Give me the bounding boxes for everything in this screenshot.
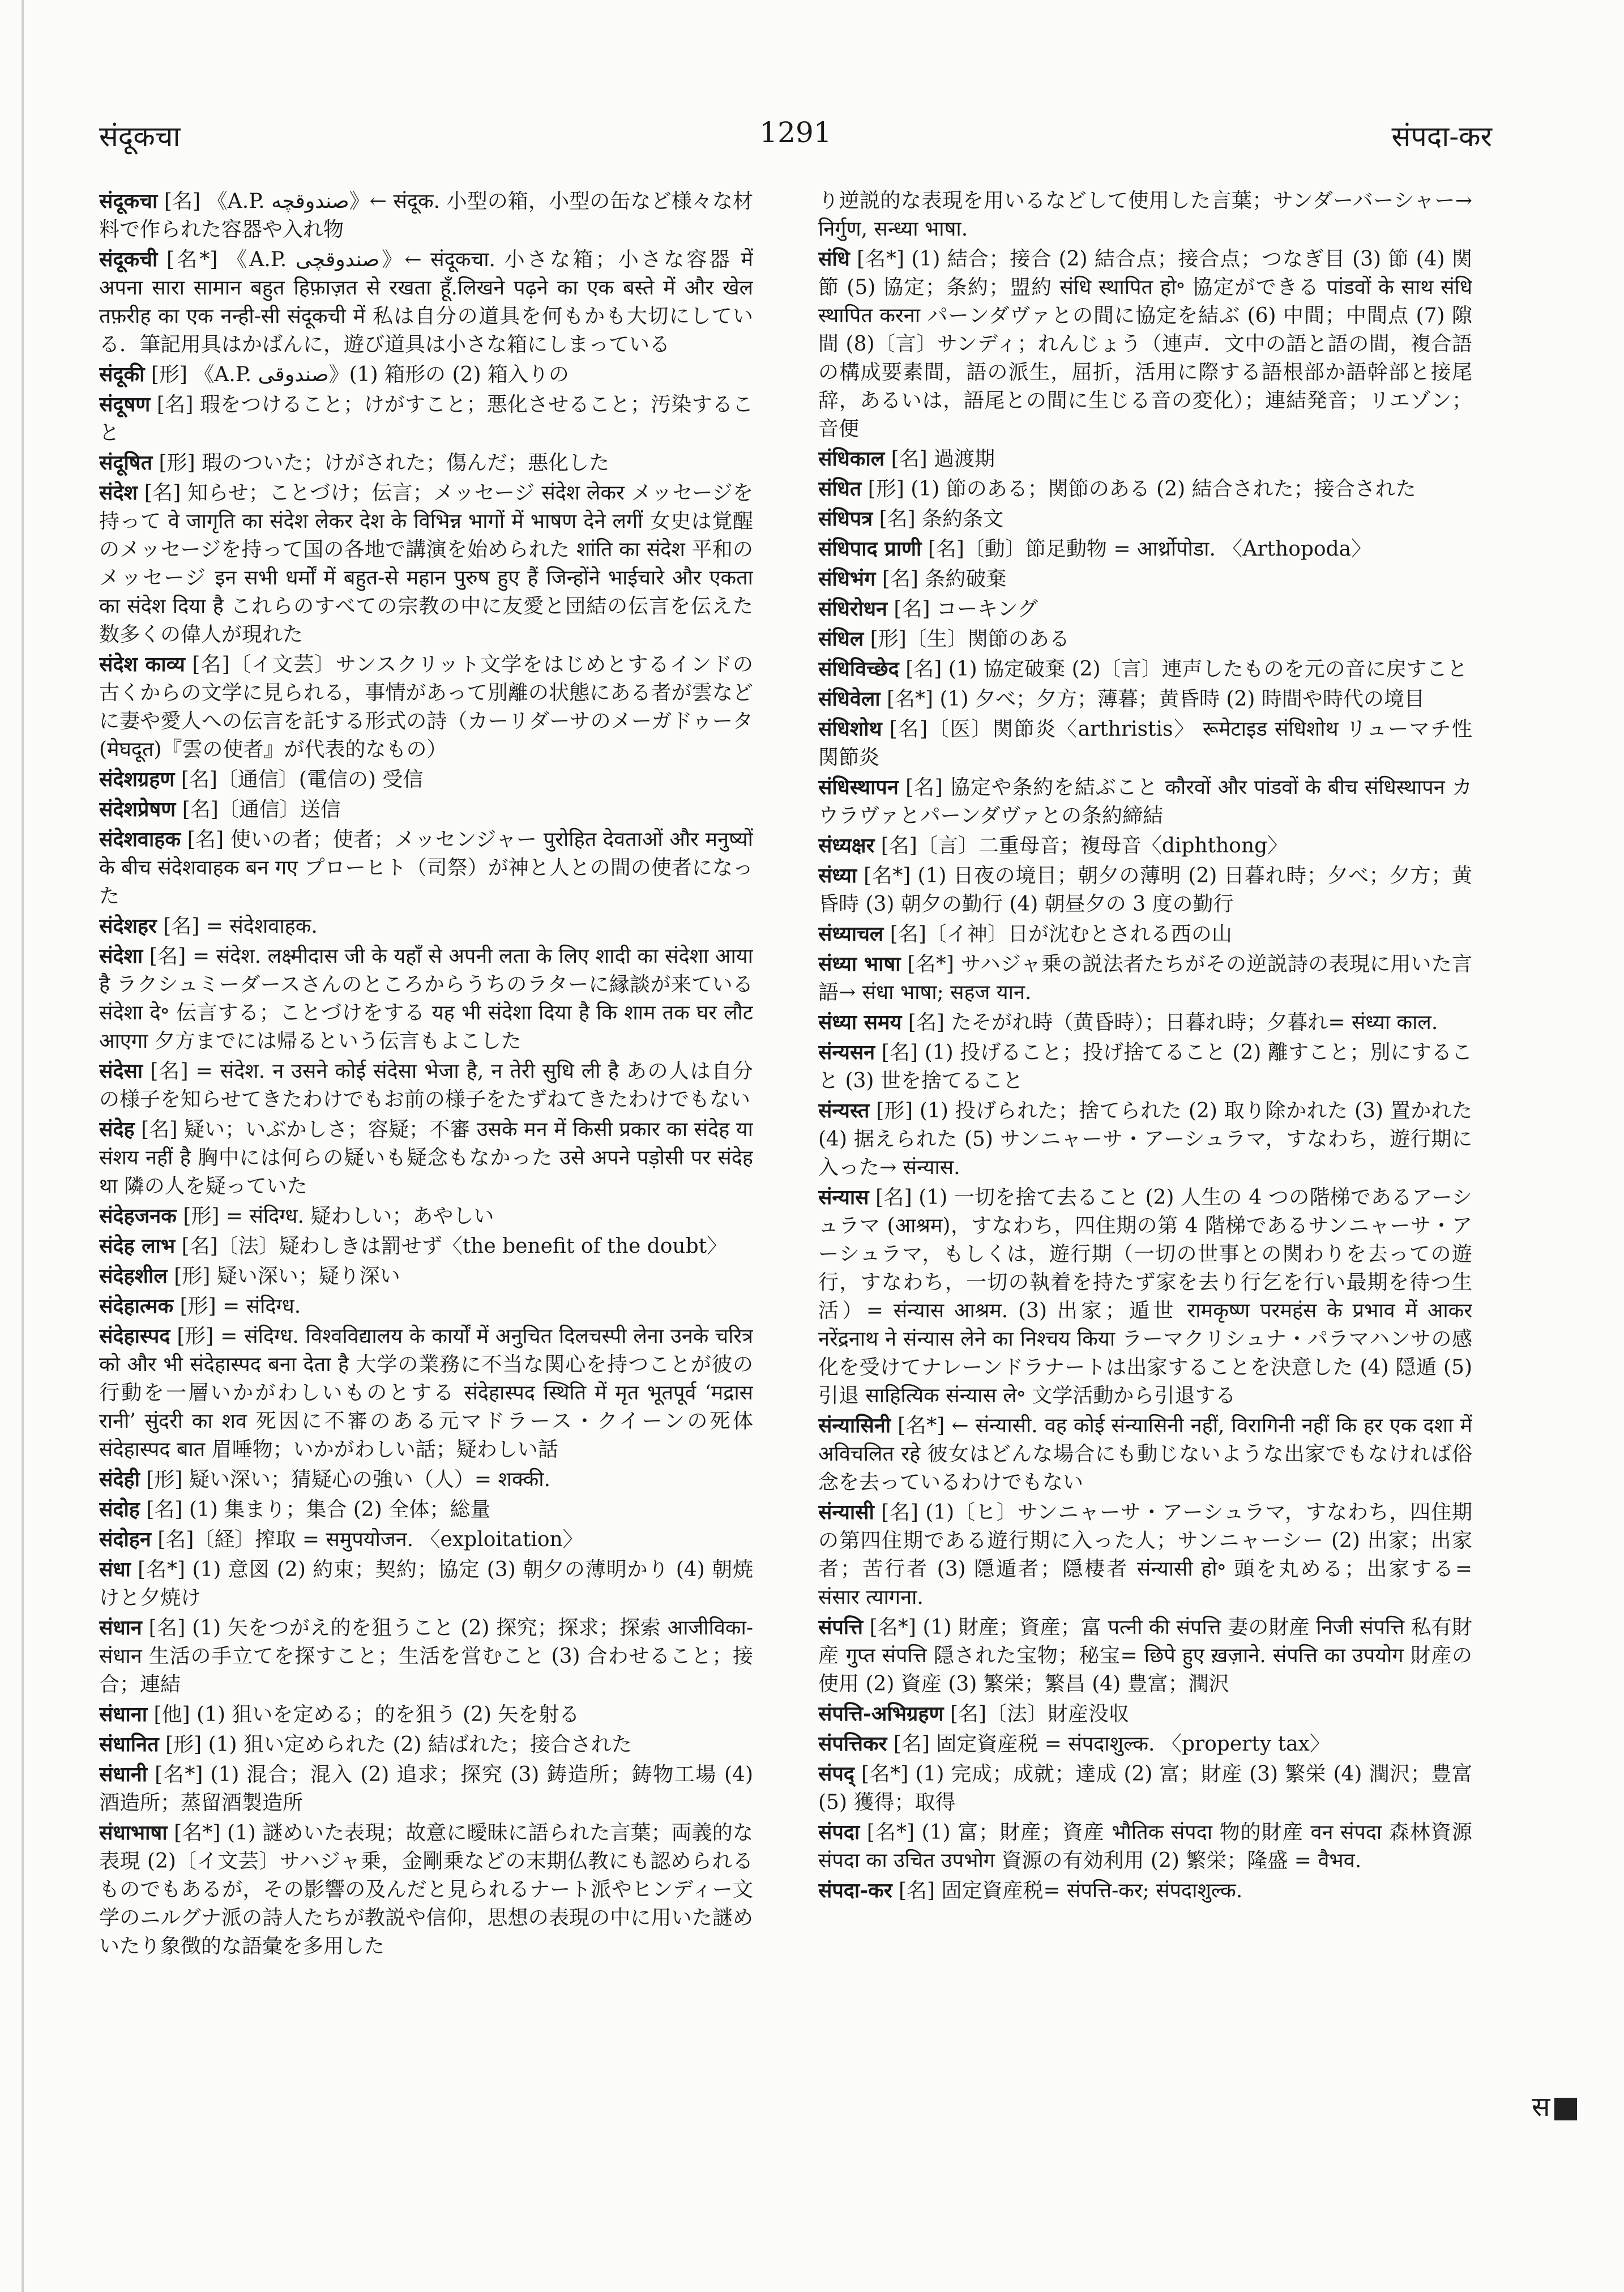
entry-definition: [名] (1) 一切を捨て去ること (2) 人生の 4 つの階梯であるアーシュラマ (आश्रम)，すなわち，四住期の第 4 階梯であるサンニャーサ・アーシュラマ，もしくは，遊行期（一切の世事との関わりを去っての遊行，すなわち，一切の執着を持たず家を去り行乞を行い最期を待つ生活）= संन्यास आश्रम. (3) 出家；遁世 रामकृष्ण परमहंस के प्रभाव में आकर नरेंद्रनाथ ने संन्यास लेने का निश्चय किया ラーマクリシュナ・パラマハンサの感化を受けてナレーンドラナートは出家することを決意した (4) 隠遁 (5) 引退 साहित्यिक संन्यास ले॰ 文学活動から引退する [818,1186,1472,1407]
entry-headword: संदेश काव्य [99,652,185,676]
entry-definition: [形] (1) 狙い定められた (2) 結ばれた；接合された [159,1733,632,1756]
entry-headword: संधिस्थापन [818,775,899,799]
dictionary-entry [818,1498,1472,1612]
dictionary-entry [99,1202,753,1231]
entry-definition: [他] (1) 狙いを定める；的を狙う (2) 矢を射る [147,1703,580,1726]
dictionary-entry [818,861,1472,919]
entry-definition: [名] たそがれ時（黄昏時）；日暮れ時；夕暮れ= संध्या काल. [901,1011,1438,1034]
entry-definition: [名]〔経〕搾取 = समुपयोजन. 〈exploitation〉 [151,1528,583,1551]
entry-headword: संधिवेला [818,687,881,711]
dictionary-entry [818,1760,1472,1817]
right-column [818,187,1472,2248]
dictionary-entry [818,1411,1472,1497]
entry-headword: संदेहशील [99,1264,168,1288]
entry-headword: संदूषण [99,392,151,416]
dictionary-entry [818,1876,1472,1905]
dictionary-entry [818,245,1472,443]
dictionary-entry [99,1730,753,1759]
entry-definition: [名] 固定資産税= संपत्ति-कर; संपदाशुल्क. [892,1879,1243,1902]
dictionary-entry [818,1183,1472,1410]
entry-definition: [名] 過渡期 [884,447,995,471]
entry-definition: [名] 協定や条約を結ぶこと कौरवों और पांडवों के बीच संधिस्थापन カウラヴァとパーンダヴァとの条約締結 [818,776,1472,827]
dictionary-entry [818,950,1472,1007]
entry-definition: [名] (1)〔ヒ〕サンニャーサ・アーシュラマ，すなわち，四住期の第四住期である遊行期に入った人；サンニャーシー (2) 出家；出家者；苦行者 (3) 隠遁者；隠棲者 संन्यासी हो॰ 頭を丸める；出家する= संसार त्यागना. [818,1501,1472,1609]
entry-definition: [名*] (1) 財産；資産；富 पत्नी की संपत्ति 妻の財産 निजी संपत्ति 私有財産 गुप्त संपत्ति 隠された宝物；秘宝= छिपे हुए ख़ज़ाने. संपत्ति का उपयोग 財産の使用 (2) 資産 (3) 繁栄；繁昌 (4) 豊富；潤沢 [818,1616,1472,1696]
entry-definition: [形] = संदिग्ध. विश्वविद्यालय के कार्यों में अनुचित दिलचस्पी लेना उनके चरित्र को और भी संदेहास्पद बना देता है 大学の業務に不当な関心を持つことが彼の行動を一層いかがわしいものとする संदेहास्पद स्थिति में मृत भूतपूर्व ‘मद्रास रानी’ सुंदरी का शव 死因に不審のある元マドラース・クイーンの死体 संदेहास्पद बात 眉唾物；いかがわしい話；疑わしい話 [99,1325,753,1461]
entry-definition: [名*] (1) 夕べ；夕方；薄暮；黄昏時 (2) 時間や時代の境目 [880,688,1425,711]
dictionary-entry [818,1008,1472,1037]
entry-headword: संदेश [99,481,138,505]
dictionary-entry [99,765,753,794]
entry-definition: [名]〔法〕財産没収 [943,1702,1130,1726]
entry-headword: संधानी [99,1762,148,1786]
entry-definition: [名] 瑕をつけること；けがすこと；悪化させること；汚染すること [99,393,753,445]
entry-headword: संधाभाषा [99,1821,168,1845]
entry-headword: संध्याचल [818,922,884,946]
entry-definition: [名] 固定資産税 = संपदाशुल्क. 〈property tax〉 [887,1732,1330,1756]
dictionary-entry [818,595,1472,624]
dictionary-entry [818,187,1472,244]
entry-headword: संदेह लाभ [99,1234,176,1258]
dictionary-entry [99,650,753,764]
entry-definition: [名*] 《A.P. صندوقچی》← संदूकचा. 小さな箱；小さな容器 में अपना सारा सामान बहुत हिफ़ाज़त से रखता हूँ.लिखने पढ़ने का एक बस्ते में और खेल तफ़रीह का एक नन्ही-सी संदूकची में 私は自分の道具を何もかも大切にしている．筆記用具はかばんに，遊び道具は小さな箱にしまっている [99,248,753,356]
entry-headword: संध्या समय [818,1010,902,1034]
entry-definition: [名*] (1) 意図 (2) 約束；契約；協定 (3) 朝夕の薄明かり (4) 朝焼けと夕焼け [99,1558,753,1610]
entry-headword: संधिकाल [818,447,885,471]
entry-headword: संदूकचा [99,189,158,213]
dictionary-entry [99,942,753,1056]
dictionary-entry [818,831,1472,860]
entry-headword: संध्या भाषा [818,952,901,976]
entry-headword: संधा [99,1557,131,1581]
thumb-index-letter: स [1532,2091,1550,2123]
dictionary-entry [818,625,1472,654]
entry-definition: [形] 疑い深い；猜疑心の強い（人）= शक्की. [139,1468,551,1491]
entry-definition: [名]〔イ神〕日が沈むとされる西の山 [883,923,1232,946]
entry-headword: संदेशवाहक [99,827,181,851]
entry-definition: [名] コーキング [887,597,1038,621]
entry-headword: संदेही [99,1467,140,1491]
entry-headword: संदेशप्रेषण [99,797,176,821]
entry-definition: [名] (1) 集まり；集合 (2) 全体；総量 [139,1498,491,1521]
dictionary-entry [99,825,753,911]
dictionary-entry [99,1465,753,1494]
entry-definition: [名*] (1) 富；財産；資産 भौतिक संपदा 物的財産 वन संपदा 森林資源 संपदा का उचित उपभोग 資源の有効利用 (2) 繁栄；隆盛 = वैभव. [818,1821,1472,1872]
entry-definition: [名*] ← संन्यासी. वह कोई संन्यासिनी नहीं, विरागिनी नहीं कि हर एक दशा में अविचलित रहे 彼女はどんな場合にも動じないような出家でもなければ俗念を去っているわけでもない [818,1414,1472,1494]
dictionary-entry [818,685,1472,714]
entry-headword: संदूकची [99,247,158,271]
dictionary-entry [818,1613,1472,1698]
entry-headword: संपत्ति-अभिग्रहण [818,1702,944,1726]
dictionary-entry [99,245,753,359]
entry-definition: [形] = संदिग्ध. [173,1295,301,1318]
dictionary-entry [818,1730,1472,1759]
entry-definition: り逆説的な表現を用いるなどして使用した言葉；サンダーバーシャー→ निर्गुण, सन्ध्या भाषा. [818,189,1472,241]
dictionary-entry [99,1525,753,1554]
dictionary-entry [818,715,1472,772]
page-binding-edge [22,0,24,2292]
entry-headword: संदोह [99,1497,140,1521]
entry-headword: संदेसा [99,1059,143,1083]
dictionary-entry [99,912,753,941]
entry-definition: [名] 知らせ；ことづけ；伝言；メッセージ संदेश लेकर メッセージを持って वे जागृति का संदेश लेकर देश के विभिन्न भागों में भाषण देने लगीं 女史は覚醒のメッセージを持って国の各地で講演を始められた शांति का संदेश 平和のメッセージ इन सभी धर्मों में बहुत-से महान पुरुष हुए हैं जिन्होंने भाईचारे और एकता का संदेश दिया है これらのすべての宗教の中に友愛と団結の伝言を伝えた数多くの偉人が現れた [99,481,753,646]
entry-headword: संदेहास्पद [99,1324,170,1348]
entry-definition: [名] = संदेश. न उसने कोई संदेसा भेजा है, न तेरी सुधि ली है あの人は自分の様子を知らせてきたわけでもお前の様子をたずねてきたわけでもない [99,1060,753,1111]
dictionary-entry [99,360,753,389]
dictionary-entry [99,187,753,244]
entry-headword: संदूषित [99,451,153,475]
entry-definition: [名]〔法〕疑わしきは罰せず〈the benefit of the doubt〉 [175,1235,728,1258]
entry-headword: संदेहजनक [99,1204,177,1228]
entry-definition: [名] (1) 矢をつがえ的を狙うこと (2) 探究；探求；探索 आजीविका-संधान 生活の手立てを探すこと；生活を営むこと (3) 合わせること；接合；連結 [99,1616,753,1696]
thumb-index-tab [1532,2087,1600,2127]
entry-headword: संन्यसन [818,1040,875,1064]
dictionary-entry [818,1038,1472,1095]
entry-definition: [形]〔生〕関節のある [864,628,1070,651]
dictionary-entry [818,920,1472,949]
dictionary-entry [99,449,753,477]
entry-definition: [名]〔医〕関節炎〈arthristis〉 रूमेटाइड संधिशोथ リューマチ性関節炎 [818,718,1472,769]
entry-headword: संधिशोथ [818,717,882,741]
entry-headword: संध्यक्षर [818,834,875,857]
dictionary-entry [99,1115,753,1201]
entry-headword: संदेशा [99,944,143,968]
page-header [99,116,1492,167]
dictionary-entry [99,795,753,824]
entry-headword: संधान [99,1616,142,1640]
entry-definition: [形] 《A.P. صندوقی》(1) 箱形の (2) 箱入りの [144,363,569,386]
entry-definition: [名]〔通信〕(電信の) 受信 [174,768,424,791]
entry-headword: संधिपत्र [818,507,873,531]
entry-headword: संधिपाद प्राणी [818,537,922,561]
entry-headword: संन्यास [818,1185,869,1209]
entry-headword: संधिल [818,627,864,651]
dictionary-entry [99,1057,753,1114]
entry-headword: संन्यासी [818,1500,874,1524]
dictionary-entry [818,655,1472,684]
entry-headword: संधित [818,477,862,501]
entry-definition: [名*] (1) 日夜の境目；朝夕の薄明 (2) 日暮れ時；夕べ；夕方；黄昏時 (3) 朝夕の勤行 (4) 朝昼夕の 3 度の勤行 [818,864,1472,916]
entry-headword: संदेशहर [99,914,157,938]
entry-headword: संदेशग्रहण [99,767,175,791]
dictionary-entry [99,1555,753,1612]
entry-definition: [名] 条約破棄 [875,567,1007,591]
entry-headword: संधानित [99,1732,159,1756]
header-left-guideword: संदूकचा [99,120,181,153]
dictionary-entry [818,1700,1472,1728]
entry-definition: [名] (1) 投げること；投げ捨てること (2) 離すこと；別にすること (3) 世を捨てること [818,1041,1472,1092]
entry-definition: [名]〔動〕節足動物 = आर्थ्रोपोडा. 〈Arthopoda〉 [921,537,1372,561]
entry-definition: [形] = संदिग्ध. 疑わしい；あやしい [176,1205,494,1228]
dictionary-entry [99,1700,753,1729]
entry-definition: [名] 条約条文 [873,507,1004,531]
dictionary-entry [818,1818,1472,1875]
dictionary-entry [99,1232,753,1261]
entry-definition: [名]〔イ文芸〕サンスクリット文学をはじめとするインドの古くからの文学に見られる，事情があって別離の状態にある者が雲などに妻や愛人への伝言を託する形式の詩（カーリダーサのメーガドゥータ (मेघदूत)『雲の使者』が代表的なもの） [99,653,753,761]
entry-headword: संदेह [99,1117,135,1141]
entry-definition: [名] 使いの者；使者；メッセンジャー पुरोहित देवताओं और मनुष्यों के बीच संदेशवाहक बन गए プローヒト（司祭）が神と人との間の使者になった [99,828,753,908]
header-right-guideword: संपदा-कर [1391,120,1492,153]
entry-headword: संधि [818,247,850,271]
entry-definition: [名] 《A.P. صندوقچه》← संदूक. 小型の箱，小型の缶など様々な材料で作られた容器や入れ物 [99,190,753,241]
entry-headword: संपदा-कर [818,1879,892,1902]
entry-definition: [形] (1) 投げられた；捨てられた (2) 取り除かれた (3) 置かれた (4) 据えられた (5) サンニャーサ・アーシュラマ，すなわち，遊行期に入った→ संन्यास. [818,1099,1472,1179]
dictionary-entry [99,479,753,649]
entry-definition: [名] 疑い；いぶかしさ；容疑；不審 उसके मन में किसी प्रकार का संदेह या संशय नहीं है 胸中には何らの疑いも疑念もなかった उसे अपने पड़ोसी पर संदेह था 隣の人を疑っていた [99,1118,753,1198]
entry-headword: संदूकी [99,362,145,386]
entry-headword: संधिविच्छेद [818,657,899,681]
thumb-index-marker [1554,2098,1577,2120]
entry-definition: [形] 疑い深い；疑り深い [167,1265,400,1288]
entry-definition: [名*] (1) 結合；接合 (2) 結合点；接合点；つなぎ目 (3) 節 (4) 関節 (5) 協定；条約；盟約 संधि स्थापित हो॰ 協定ができる पांडवों के साथ संधि स्थापित करना パーンダヴァとの間に協定を結ぶ (6) 中間；中間点 (7) 隙間 (8)〔言〕サンディ；れんじょう（連声．文中の語と語の間，複合語の構成要素間，語の派生，屈折，活用に際する語根部か語幹部と接尾辞，あるいは，語尾との間に生じる音の変化）；連結発音；リエゾン；音便 [818,247,1472,441]
entry-headword: संधिरोधन [818,597,887,621]
dictionary-entry [818,773,1472,830]
entry-definition: [名*] サハジャ乗の説法者たちがその逆説詩の表現に用いた言語→ संधा भाषा; सहज यान. [818,953,1472,1004]
dictionary-entry [99,1614,753,1699]
dictionary-entry [99,1322,753,1464]
dictionary-entry [818,475,1472,503]
entry-headword: संधिभंग [818,567,876,591]
entry-headword: संध्या [818,864,857,887]
entry-definition: [名] = संदेश. लक्ष्मीदास जी के यहाँ से अपनी लता के लिए शादी का संदेशा आया है ラクシュミーダースさんのところからうちのラターに縁談が来ている संदेशा दे॰ 伝言する；ことづけをする यह भी संदेशा दिया है कि शाम तक घर लौट आएगा 夕方までには帰るという伝言もよこした [99,945,753,1053]
entry-headword: संदोहन [99,1527,151,1551]
entry-definition: [名*] (1) 混合；混入 (2) 追求；探究 (3) 鋳造所；鋳物工場 (4) 酒造所；蒸留酒製造所 [99,1763,753,1815]
entry-headword: संधाना [99,1702,148,1726]
entry-definition: [名]〔通信〕送信 [176,798,341,821]
entry-definition: [形] 瑕のついた；けがされた；傷んだ；悪化した [152,451,610,475]
entry-headword: संन्यासिनी [818,1414,891,1437]
entry-headword: संपदा [818,1820,860,1844]
dictionary-entry [99,1292,753,1321]
entry-definition: [名] = संदेशवाहक. [156,915,318,938]
entry-definition: [名*] (1) 完成；成就；達成 (2) 富；財産 (3) 繁栄 (4) 潤沢；豊富 (5) 獲得；取得 [818,1762,1472,1814]
entry-headword: संदेहात्मक [99,1294,174,1318]
entry-headword: संन्यस्त [818,1099,870,1122]
dictionary-entry [99,390,753,447]
entry-definition: [形] (1) 節のある；関節のある (2) 結合された；接合された [861,477,1416,501]
entry-definition: [名*] (1) 謎めいた表現；故意に曖昧に語られた言葉；両義的な表現 (2)〔イ文芸〕サハジャ乗，金剛乗などの末期仏教にも認められるものでもあるが，その影響の及んだと見られるナート派やヒンディー文学のニルグナ派の詩人たちが教説や信仰，思想の表現の中に用いた謎めいたり象徴的な語彙を多用した [99,1821,753,1958]
entry-definition: [名] (1) 協定破棄 (2)〔言〕連声したものを元の音に戻すこと [899,658,1468,681]
dictionary-entry [818,505,1472,533]
entry-headword: संपत्ति [818,1615,863,1639]
page-number: 1291 [759,116,832,149]
dictionary-entry [818,565,1472,594]
dictionary-entry [818,445,1472,473]
dictionary-entry [99,1495,753,1524]
dictionary-entry [818,535,1472,564]
entry-headword: संपत्तिकर [818,1732,887,1756]
dictionary-entry [818,1096,1472,1182]
dictionary-entry [99,1760,753,1817]
dictionary-entry [99,1819,753,1961]
entry-headword: संपद् [818,1762,854,1786]
dictionary-entry [99,1262,753,1291]
entry-definition: [名]〔言〕二重母音；複母音〈diphthong〉 [874,834,1288,857]
left-column [99,187,753,2248]
